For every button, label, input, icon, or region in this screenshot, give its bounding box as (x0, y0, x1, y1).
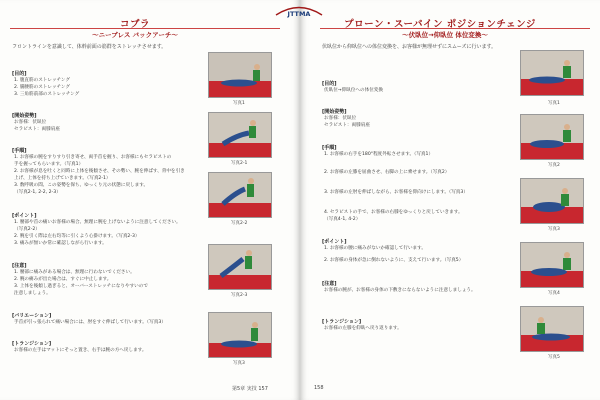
list-item: 1. お客様の右手を180°程度外転させます。（写真1） (324, 152, 434, 157)
page-title-left: コブラ (119, 19, 150, 30)
photo-3-left (208, 312, 272, 358)
photo-caption: 写真3 (233, 361, 245, 366)
photo-caption: 写真3 (548, 227, 560, 232)
list-item: 1. 腰部や首の痛いお客様の場合、無理に腕を上げないように注意してください。 (14, 220, 181, 225)
section-heading-procedure: [手順] (322, 145, 337, 151)
list-item: 1. お客様の腰に痛みがないか確認して行います。 (324, 246, 426, 251)
page-subtitle-left: ～ニーブレス バックアーチ～ (92, 31, 178, 39)
list-item: 注意しましょう。 (14, 291, 51, 296)
photo-5-right (520, 306, 584, 352)
title-rule-right (320, 28, 590, 29)
intro-text-right: 伏臥位から仰臥位への体位変換を、お客様が無理せずにスムーズに行います。 (322, 44, 497, 50)
list-item: 4. セラピストの手で、お客様の右膝をゆっくりと戻していきます。 (324, 210, 463, 215)
list-item: 3. 数呼吸の間、この姿勢を保ち、ゆっくり元の状態に戻します。 (14, 183, 149, 188)
page-number-left: 第5章 実技 157 (232, 386, 268, 392)
list-item: セラピスト：両膝肩座 (14, 127, 60, 132)
page-subtitle-right: ～伏臥位→仰臥位 体位変換～ (402, 31, 488, 39)
list-item: 上げ、上体を持ち上げていきます。（写真2-1） (14, 176, 111, 181)
section-heading-point: [ポイント] (322, 239, 347, 245)
photo-4-right (520, 242, 584, 288)
section-heading-point: [ポイント] (12, 213, 37, 219)
list-item: 3. お客様の左肘を伸ばしながら、お客様を仰向けにします。（写真3） (324, 190, 468, 195)
section-heading-variation: [バリエーション] (12, 313, 52, 319)
list-item: セラピスト：両膝肩座 (324, 123, 370, 128)
section-heading-start: [開始姿勢] (12, 113, 37, 119)
list-item: 手首が引っ張られて痛い場合には、肘をすぐ伸ばして行います。（写真3） (14, 320, 166, 325)
section-heading-procedure: [手順] (12, 148, 27, 154)
list-item: （写真4-1, 4-2） (324, 217, 361, 222)
photo-caption: 写真1 (233, 101, 245, 106)
photo-2-3-left (208, 244, 272, 290)
photo-1-right (520, 50, 584, 96)
list-item: （写真2-1, 2-2, 2-3） (14, 190, 61, 195)
page-right (300, 0, 600, 400)
page-number-right: 158 (314, 385, 324, 391)
list-item: お客様：伏臥位 (14, 120, 47, 125)
intro-text-left: フロントラインを意識して、体幹前面の筋群をストレッチさせます。 (12, 44, 167, 50)
list-item: （写真2-2） (14, 227, 40, 232)
photo-caption: 写真2 (548, 163, 560, 168)
list-item: 2. 腸腰筋のストレッチング (14, 85, 71, 90)
list-item: お客様の腕が、お客様の身体の下敷きにならないように注意しましょう。 (324, 288, 476, 293)
list-item: 2. 腕の痛みが出た場合は、すぐに中止します。 (14, 277, 112, 282)
list-item: 2. 腕を引く際は左右均等に引くよう心掛けます。（写真2-3） (14, 234, 140, 239)
photo-caption: 写真1 (548, 101, 560, 106)
photo-caption: 写真2-1 (231, 161, 248, 166)
section-heading-purpose: [目的] (12, 71, 27, 77)
list-item: 2. お客様が息を吐くと同時に上体を後傾させ、その勢い、腕を伸ばす、背中を引き (14, 169, 185, 174)
section-heading-caution: [注意] (322, 281, 337, 287)
photo-caption: 写真4 (548, 291, 560, 296)
photo-caption: 写真5 (548, 355, 560, 360)
logo-text: JTTMA (287, 10, 311, 18)
photo-2-right (520, 114, 584, 160)
section-heading-transition: [トランジション] (12, 341, 52, 347)
list-item: 3. 痛みが無いか常に確認しながら行います。 (14, 241, 107, 246)
photo-2-2-left (208, 172, 272, 218)
list-item: 2. お客様の身体が急に倒れないように、支えて行います。（写真5） (324, 258, 464, 263)
list-item: お客様の左膝を仰臥へ戻り返ります。 (324, 326, 402, 331)
photo-2-1-left (208, 112, 272, 158)
list-item: 1. 腰部に痛みがある場合は、無理に行わないでください。 (14, 270, 135, 275)
list-item: お客様：伏臥位 (324, 116, 357, 121)
list-item: 2. お客様の左膝を屈曲させ、右脚の上に乗せます。（写真2） (324, 170, 450, 175)
list-item: お客様の左手はマットにそっと置き、右手は腕の方へ戻します。 (14, 348, 147, 353)
section-heading-start: [開始姿勢] (322, 109, 347, 115)
section-heading-caution: [注意] (12, 263, 27, 269)
photo-caption: 写真2-3 (231, 293, 248, 298)
section-heading-transition: [トランジション] (322, 319, 362, 325)
title-rule-left (10, 28, 280, 29)
jttma-logo (272, 4, 326, 18)
page-title-right: プローン・スーパイン ポジションチェンジ (344, 19, 536, 30)
photo-caption: 写真2-2 (231, 221, 248, 226)
list-item: 3. 上体を後傾し過ぎると、オーバーストレッチになりやすいので (14, 284, 148, 289)
list-item: 3. 三角筋前部のストレッチング (14, 92, 80, 97)
list-item: 1. 腹直筋のストレッチング (14, 78, 71, 83)
photo-1-left (208, 52, 272, 98)
list-item: 手を握ってもらいます。（写真1） (14, 162, 84, 167)
section-heading-purpose: [目的] (322, 81, 337, 87)
list-item: 1. お客様の腕をすりすり引き寄せ、両手首を握り、お客様にもセラピストの (14, 155, 172, 160)
photo-3-right (520, 178, 584, 224)
list-item: 伏臥位→仰臥位への体位変換 (324, 88, 383, 93)
